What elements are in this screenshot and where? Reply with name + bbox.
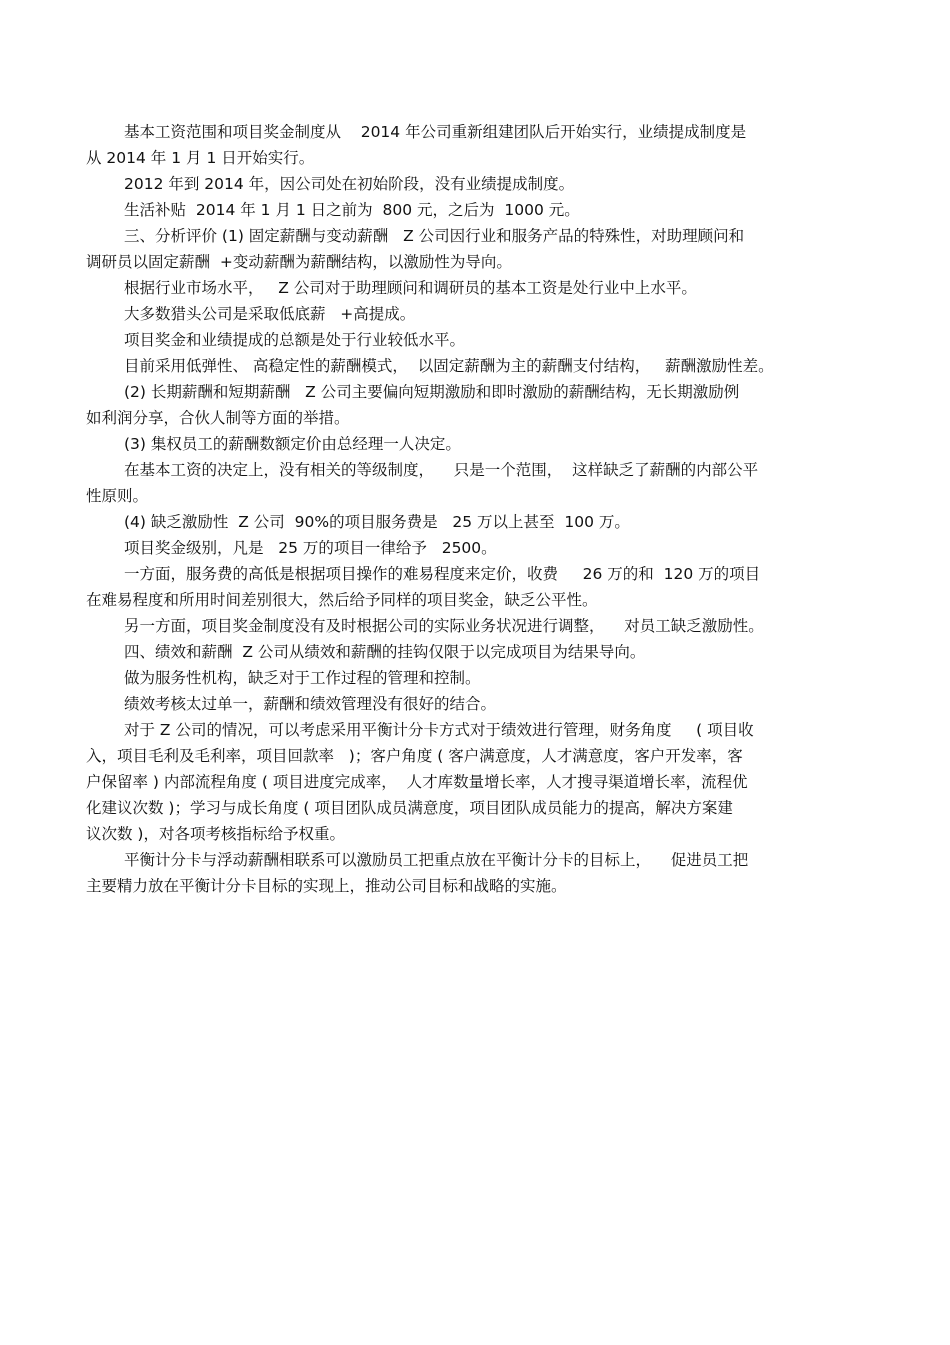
document-body bbox=[86, 119, 864, 899]
paragraph bbox=[86, 561, 864, 613]
text-line: 另一方面，项目奖金制度没有及时根据公司的实际业务状况进行调整， 对员工缺乏激励性。 bbox=[124, 617, 764, 635]
text-line: 平衡计分卡与浮动薪酬相联系可以激励员工把重点放在平衡计分卡的目标上， 促进员工把 bbox=[124, 851, 749, 869]
text-line: 性原则。 bbox=[86, 487, 149, 505]
paragraph bbox=[86, 301, 864, 327]
paragraph bbox=[86, 379, 864, 431]
text-line: (4) 缺乏激励性 Z 公司 90%的项目服务费是 25 万以上甚至 100 万。 bbox=[124, 513, 630, 531]
text-line: 项目奖金级别，凡是 25 万的项目一律给予 2500。 bbox=[124, 539, 497, 557]
text-line: 调研员以固定薪酬 +变动薪酬为薪酬结构，以激励性为导向。 bbox=[86, 253, 512, 271]
text-line: 从 2014 年 1 月 1 日开始实行。 bbox=[86, 149, 315, 167]
text-line: 绩效考核太过单一，薪酬和绩效管理没有很好的结合。 bbox=[124, 695, 497, 713]
text-line: 目前采用低弹性、 高稳定性的薪酬模式， 以固定薪酬为主的薪酬支付结构， 薪酬激励性差。 bbox=[124, 357, 774, 375]
text-line: 主要精力放在平衡计分卡目标的实现上，推动公司目标和战略的实施。 bbox=[86, 877, 567, 895]
text-line: 四、绩效和薪酬 Z 公司从绩效和薪酬的挂钩仅限于以完成项目为结果导向。 bbox=[124, 643, 646, 661]
text-line: (2) 长期薪酬和短期薪酬 Z 公司主要偏向短期激励和即时激励的薪酬结构，无长期激励例 bbox=[124, 383, 740, 401]
text-line: 一方面，服务费的高低是根据项目操作的难易程度来定价，收费 26 万的和 120 万的项目 bbox=[124, 565, 761, 583]
paragraph bbox=[86, 457, 864, 509]
text-line: (3) 集权员工的薪酬数额定价由总经理一人决定。 bbox=[124, 435, 461, 453]
text-line: 入，项目毛利及毛利率，项目回款率 )；客户角度 ( 客户满意度，人才满意度，客户开发率，客 bbox=[86, 747, 743, 765]
text-line: 议次数 )，对各项考核指标给予权重。 bbox=[86, 825, 345, 843]
paragraph bbox=[86, 691, 864, 717]
text-line: 如利润分享，合伙人制等方面的举措。 bbox=[86, 409, 350, 427]
paragraph bbox=[86, 171, 864, 197]
paragraph bbox=[86, 197, 864, 223]
text-line: 三、分析评价 (1) 固定薪酬与变动薪酬 Z 公司因行业和服务产品的特殊性，对助理顾问和 bbox=[124, 227, 745, 245]
text-line: 在基本工资的决定上，没有相关的等级制度， 只是一个范围， 这样缺乏了薪酬的内部公平 bbox=[124, 461, 759, 479]
paragraph bbox=[86, 431, 864, 457]
paragraph bbox=[86, 847, 864, 899]
paragraph bbox=[86, 353, 864, 379]
text-line: 对于 Z 公司的情况，可以考虑采用平衡计分卡方式对于绩效进行管理，财务角度 ( 项目收 bbox=[124, 721, 754, 739]
paragraph bbox=[86, 223, 864, 275]
text-line: 化建议次数 )；学习与成长角度 ( 项目团队成员满意度，项目团队成员能力的提高，解决方案建 bbox=[86, 799, 733, 817]
text-line: 户保留率 ) 内部流程角度 ( 项目进度完成率， 人才库数量增长率，人才搜寻渠道增长率，流程优 bbox=[86, 773, 748, 791]
paragraph bbox=[86, 275, 864, 301]
text-line: 做为服务性机构，缺乏对于工作过程的管理和控制。 bbox=[124, 669, 481, 687]
paragraph bbox=[86, 639, 864, 665]
text-line: 项目奖金和业绩提成的总额是处于行业较低水平。 bbox=[124, 331, 466, 349]
text-line: 2012 年到 2014 年，因公司处在初始阶段，没有业绩提成制度。 bbox=[124, 175, 575, 193]
paragraph bbox=[86, 509, 864, 535]
paragraph bbox=[86, 717, 864, 847]
text-line: 基本工资范围和项目奖金制度从 2014 年公司重新组建团队后开始实行，业绩提成制度是 bbox=[124, 123, 747, 141]
paragraph bbox=[86, 119, 864, 171]
text-line: 在难易程度和所用时间差别很大，然后给予同样的项目奖金，缺乏公平性。 bbox=[86, 591, 598, 609]
paragraph bbox=[86, 327, 864, 353]
text-line: 大多数猎头公司是采取低底薪 +高提成。 bbox=[124, 305, 416, 323]
paragraph bbox=[86, 535, 864, 561]
text-line: 生活补贴 2014 年 1 月 1 日之前为 800 元，之后为 1000 元。 bbox=[124, 201, 580, 219]
paragraph bbox=[86, 665, 864, 691]
paragraph bbox=[86, 613, 864, 639]
text-line: 根据行业市场水平， Z 公司对于助理顾问和调研员的基本工资是处行业中上水平。 bbox=[124, 279, 697, 297]
